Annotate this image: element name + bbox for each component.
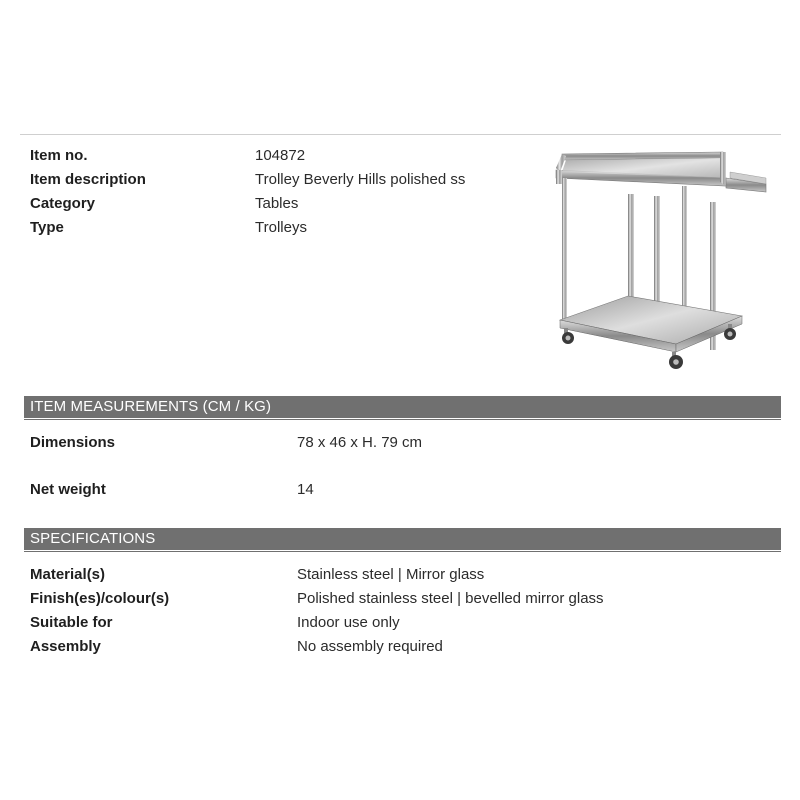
product-image-trolley	[548, 148, 770, 374]
top-divider	[20, 134, 781, 135]
finish-value: Polished stainless steel | bevelled mirror glass	[297, 590, 604, 607]
dimensions-value: 78 x 46 x H. 79 cm	[297, 434, 423, 451]
material-value: Stainless steel | Mirror glass	[297, 566, 485, 583]
type-value: Trolleys	[255, 219, 307, 236]
item-no-label: Item no.	[30, 147, 88, 164]
specifications-section-header: SPECIFICATIONS	[24, 528, 781, 550]
finish-label: Finish(es)/colour(s)	[30, 590, 170, 607]
suitable-for-label: Suitable for	[30, 614, 113, 631]
suitable-for-value: Indoor use only	[297, 614, 400, 631]
assembly-label: Assembly	[30, 638, 101, 655]
category-label: Category	[30, 195, 96, 212]
measurements-section-header: ITEM MEASUREMENTS (CM / KG)	[24, 396, 781, 418]
dimensions-label: Dimensions	[30, 434, 116, 451]
item-description-label: Item description	[30, 171, 146, 188]
item-no-value: 104872	[255, 147, 306, 164]
category-value: Tables	[255, 195, 299, 212]
item-description-value: Trolley Beverly Hills polished ss	[255, 171, 466, 188]
type-label: Type	[30, 219, 64, 236]
material-label: Material(s)	[30, 566, 106, 583]
assembly-value: No assembly required	[297, 638, 443, 655]
net-weight-label: Net weight	[30, 481, 106, 498]
net-weight-value: 14	[297, 481, 314, 498]
